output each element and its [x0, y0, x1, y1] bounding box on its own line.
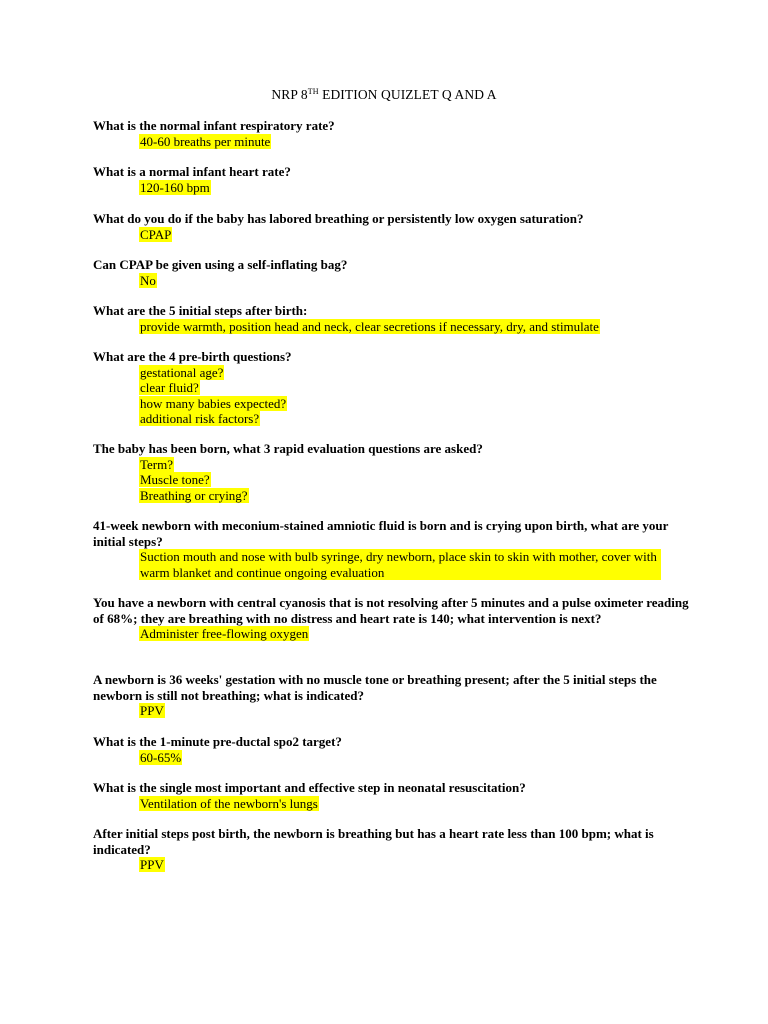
answer-highlight: Breathing or crying? — [140, 487, 248, 503]
answer-highlight: Administer free-flowing oxygen — [140, 626, 309, 641]
answer-highlight: 120-160 bpm — [140, 179, 210, 195]
answer-line — [93, 134, 693, 150]
answer-highlight: Ventilation of the newborn's lungs — [140, 795, 318, 811]
qa-item — [93, 441, 693, 503]
question-text: What are the 5 initial steps after birth: — [93, 303, 308, 318]
answer-highlight: additional risk factors? — [140, 411, 260, 426]
question-text: What do you do if the baby has labored breathing or persistently low oxygen saturation? — [93, 211, 584, 226]
answer-highlight: No — [140, 272, 156, 288]
answer-highlight: PPV — [140, 703, 164, 718]
answer-highlight: PPV — [140, 857, 164, 872]
answer-line — [93, 273, 693, 289]
answer-line — [93, 227, 693, 243]
qa-item — [93, 118, 693, 149]
qa-item — [93, 595, 693, 642]
answer-highlight: clear fluid? — [140, 380, 199, 395]
answer-line — [93, 180, 693, 196]
answer-line — [93, 411, 693, 427]
answer-highlight: Suction mouth and nose with bulb syringe, dry newborn, place skin to skin with mother, cover with warm blanket and continue ongoing evaluation — [139, 549, 661, 580]
answer-highlight: 40-60 breaths per minute — [140, 133, 271, 149]
answer-highlight: Muscle tone? — [140, 472, 210, 487]
qa-item — [93, 211, 693, 242]
question-text: You have a newborn with central cyanosis that is not resolving after 5 minutes and a pulse oximeter reading of 68%; they are breathing with no distress and heart rate is 140; what intervention is next? — [93, 595, 689, 626]
qa-item — [93, 826, 693, 873]
question-text: What are the 4 pre-birth questions? — [93, 349, 292, 364]
qa-item — [93, 303, 693, 334]
answer-highlight: CPAP — [140, 226, 172, 242]
answer-highlight: provide warmth, position head and neck, clear secretions if necessary, dry, and stimulate — [140, 318, 599, 334]
question-text: 41-week newborn with meconium-stained amniotic fluid is born and is crying upon birth, what are your initial steps? — [93, 518, 669, 549]
document-title-prefix: NRP 8 — [271, 87, 308, 102]
answer-line — [93, 380, 693, 396]
question-text: The baby has been born, what 3 rapid evaluation questions are asked? — [93, 441, 483, 456]
qa-item — [93, 164, 693, 195]
qa-item — [93, 518, 693, 580]
answer-highlight: how many babies expected? — [140, 395, 287, 411]
question-text: A newborn is 36 weeks' gestation with no muscle tone or breathing present; after the 5 initial steps the newborn is still not breathing; what is indicated? — [93, 672, 657, 703]
question-text: What is a normal infant heart rate? — [93, 164, 291, 179]
answer-line — [93, 857, 693, 873]
question-text: After initial steps post birth, the newborn is breathing but has a heart rate less than 100 bpm; what is indicated? — [93, 826, 654, 857]
qa-item — [93, 349, 693, 427]
answer-line — [93, 626, 693, 642]
qa-item — [93, 672, 693, 719]
answer-highlight: gestational age? — [140, 364, 224, 380]
answer-line — [93, 488, 693, 504]
qa-item — [93, 257, 693, 288]
answer-line — [93, 750, 693, 766]
answer-line — [93, 396, 693, 412]
answer-line — [93, 549, 693, 580]
answer-highlight: 60-65% — [140, 749, 182, 765]
question-text: Can CPAP be given using a self-inflating bag? — [93, 257, 348, 272]
answer-line — [93, 365, 693, 381]
document-title — [0, 87, 768, 103]
answer-line — [93, 319, 693, 335]
answer-line — [93, 796, 693, 812]
document-title-superscript: TH — [307, 87, 319, 96]
answer-highlight: Term? — [140, 456, 174, 472]
qa-item — [93, 780, 693, 811]
answer-line — [93, 457, 693, 473]
qa-item — [93, 734, 693, 765]
document-title-suffix: EDITION QUIZLET Q AND A — [318, 87, 497, 102]
question-text: What is the 1-minute pre-ductal spo2 target? — [93, 734, 342, 749]
answer-line — [93, 703, 693, 719]
question-text: What is the normal infant respiratory rate? — [93, 118, 335, 133]
question-text: What is the single most important and effective step in neonatal resuscitation? — [93, 780, 526, 795]
answer-line — [93, 472, 693, 488]
